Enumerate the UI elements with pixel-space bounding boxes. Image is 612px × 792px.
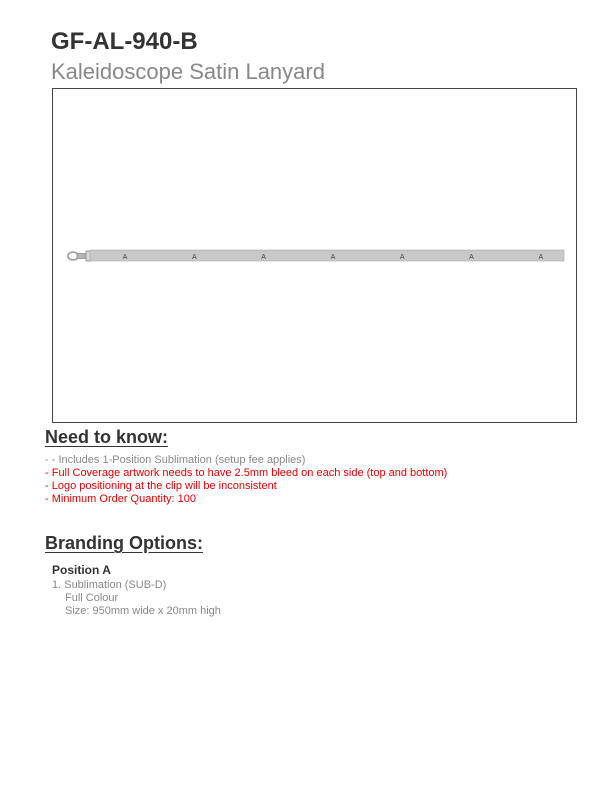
branding-method: 1. Sublimation (SUB-D) [52,579,167,591]
lanyard-diagram-frame [52,88,577,423]
lanyard-strap [90,250,564,261]
position-a-label: A [122,254,128,261]
product-name: Kaleidoscope Satin Lanyard [51,59,325,84]
position-a-label: A [191,254,197,261]
position-a-label: A [399,254,405,261]
note-item: - Logo positioning at the clip will be inconsistent [45,480,277,492]
position-a-label: A [469,254,474,261]
branding-colour: Full Colour [65,592,119,604]
clip-icon [68,251,91,261]
product-code: GF-AL-940-B [51,28,198,55]
lanyard-diagram [53,89,576,422]
branding-options-heading: Branding Options: [45,533,203,553]
need-to-know-list [45,454,447,506]
position-title: Position A [52,563,111,577]
position-a-label: A [538,254,544,261]
position-a-label: A [330,254,336,261]
note-item: - Minimum Order Quantity: 100 [45,493,196,505]
need-to-know-heading: Need to know: [45,427,169,447]
branding-size: Size: 950mm wide x 20mm high [65,605,221,617]
note-item: - - Includes 1-Position Sublimation (setup fee applies) [45,454,306,466]
note-item: - Full Coverage artwork needs to have 2.5mm bleed on each side (top and bottom) [45,467,448,479]
position-details [52,579,221,618]
position-a-label: A [261,254,266,261]
